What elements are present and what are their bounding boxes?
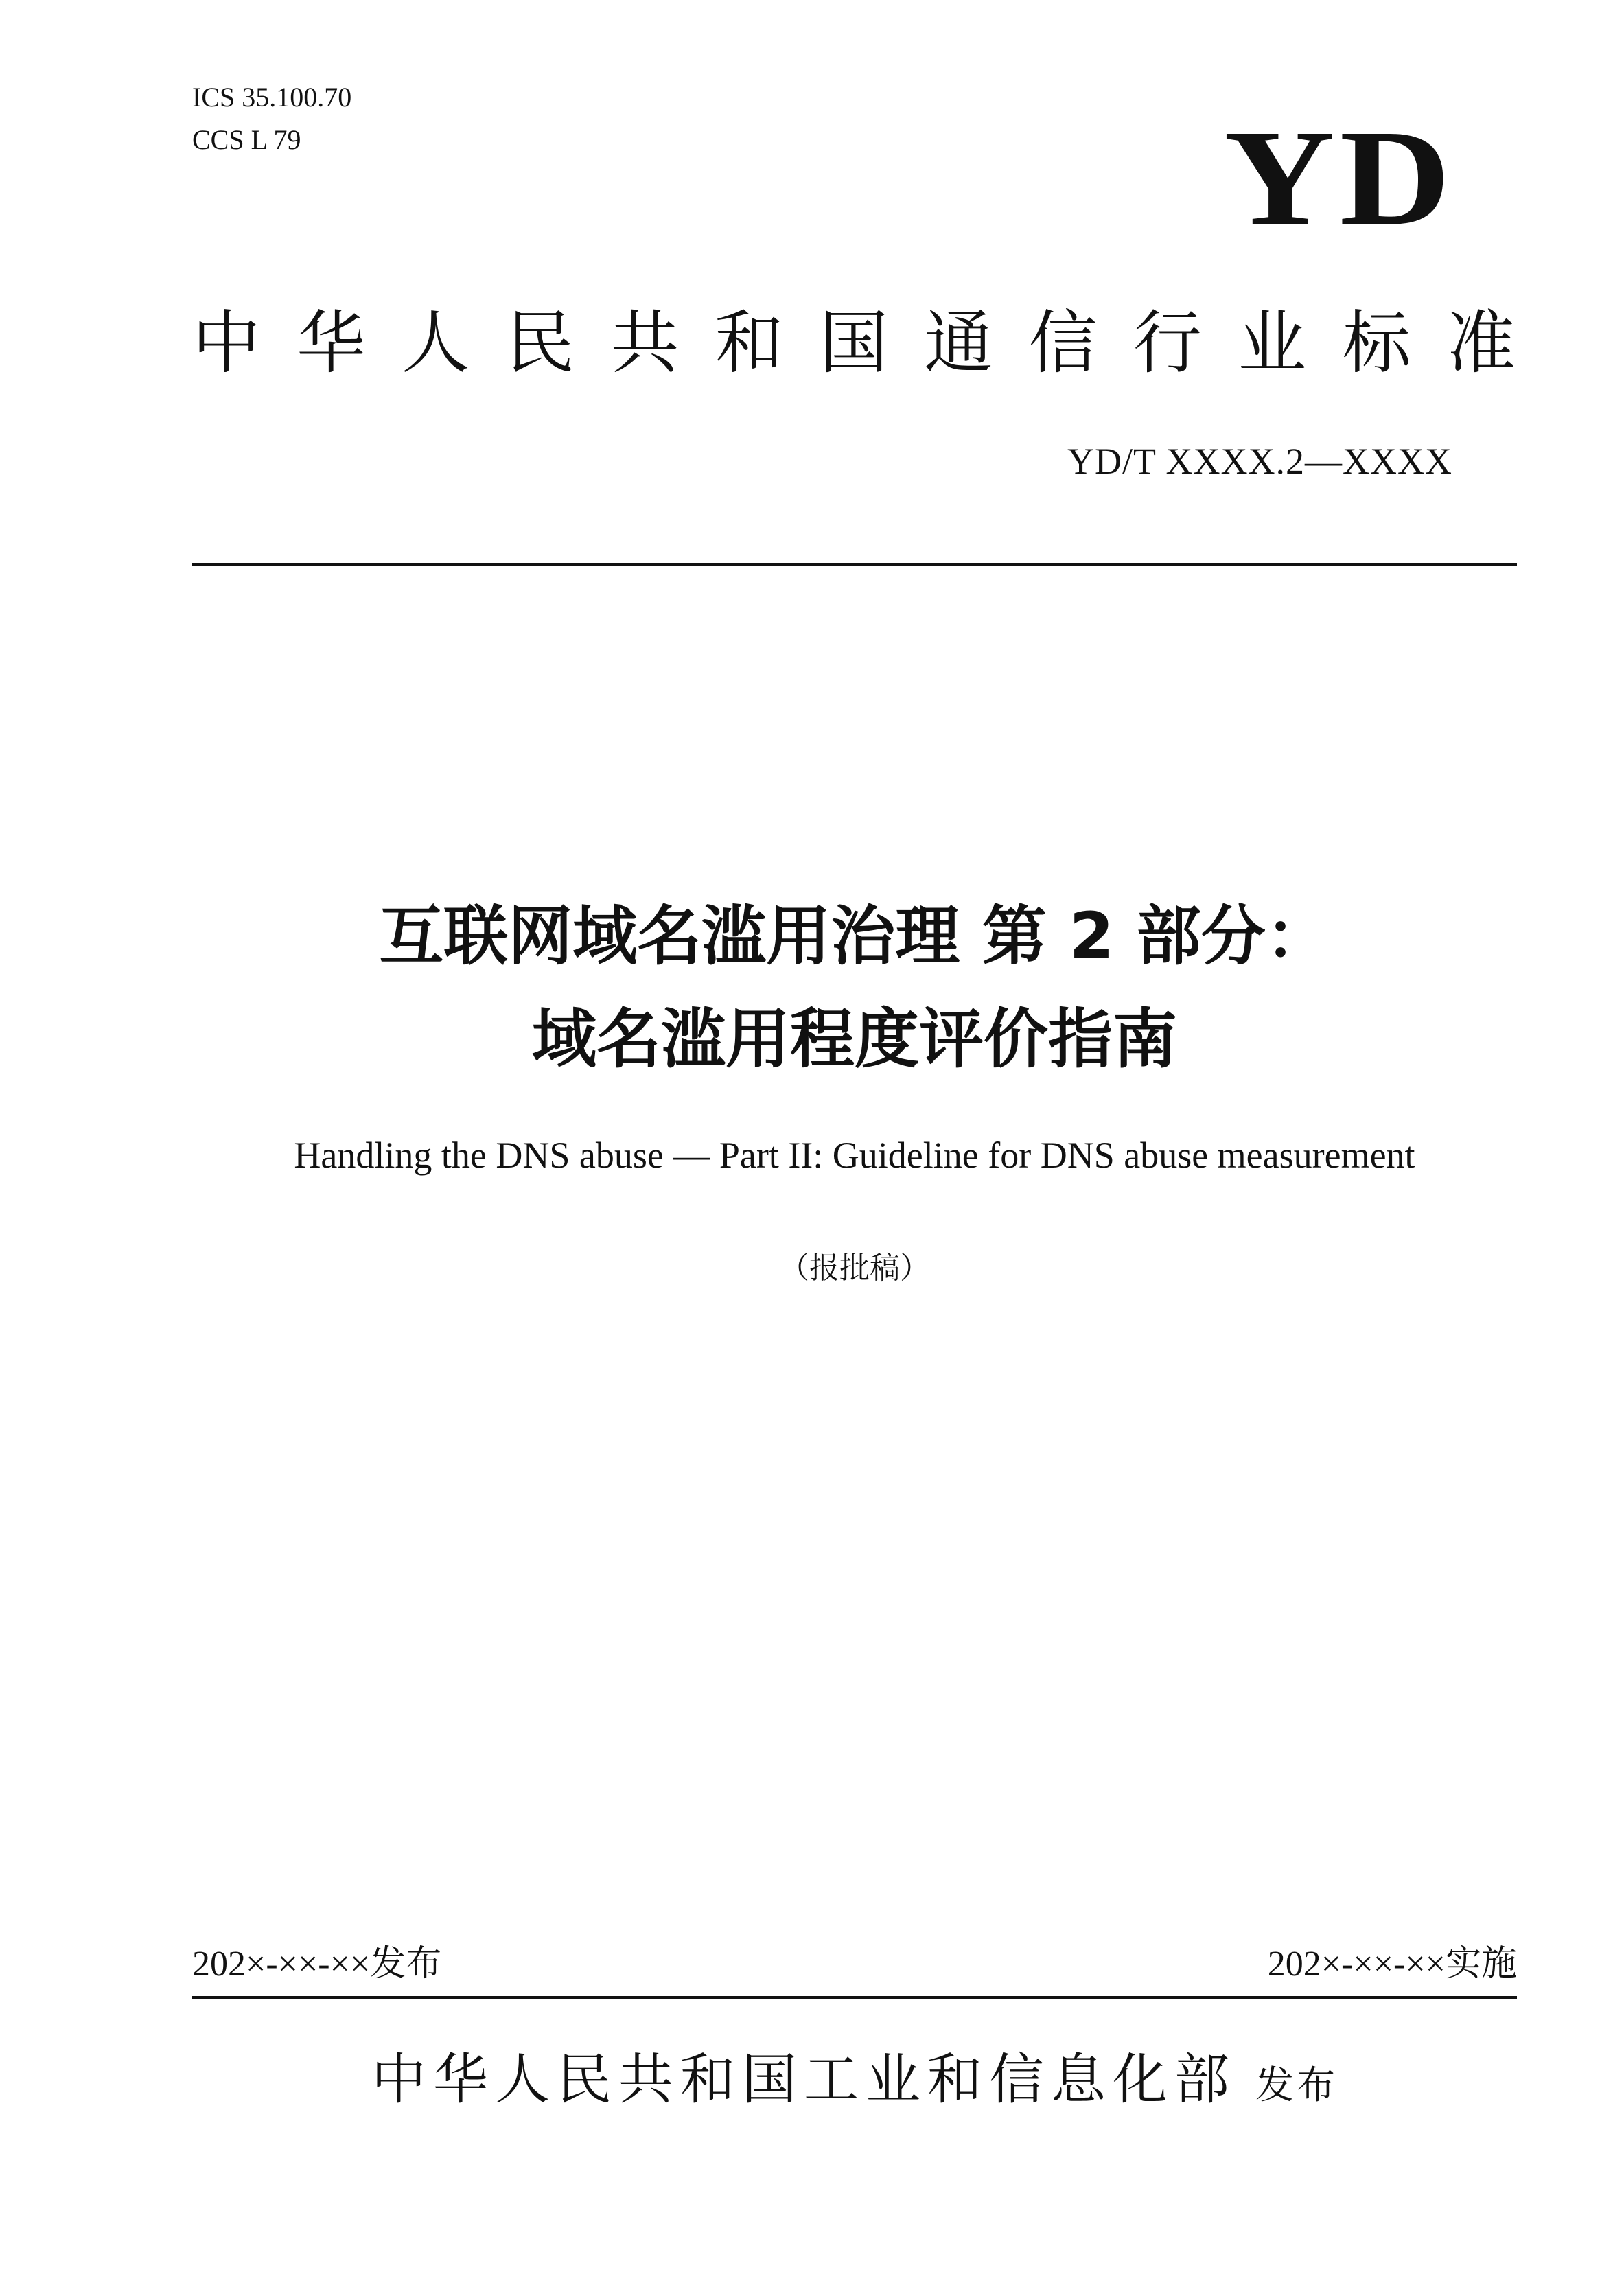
publisher-line [192, 2045, 1517, 2120]
publisher-suffix: 发布 [1255, 2065, 1338, 2107]
bottom-divider [192, 1996, 1517, 1999]
ics-code: ICS 35.100.70 [192, 82, 352, 113]
draft-status: （报批稿） [779, 1251, 930, 1286]
standard-number: YD/T XXXX.2—XXXX [1067, 441, 1452, 482]
implementation-date: 202×-××-××实施 [1267, 1945, 1517, 1984]
document-title-line-1: 互联网域名滥用治理 第 2 部分： [379, 899, 1330, 974]
publish-date: 202×-××-××发布 [192, 1945, 442, 1984]
yd-logo: YD [1224, 102, 1455, 254]
document-title-line-2: 域名滥用程度评价指南 [531, 1002, 1177, 1077]
document-title [192, 885, 1517, 1091]
english-title: Handling the DNS abuse — Part II: Guideline for DNS abuse measurement [294, 1135, 1415, 1176]
standard-category-title: 中 华 人 民 共 和 国 通 信 行 业 标 准 [192, 303, 1517, 383]
publisher-name: 中华人民共和国工业和信息化部 [371, 2048, 1236, 2111]
ccs-code: CCS L 79 [192, 124, 301, 155]
top-divider [192, 563, 1517, 566]
